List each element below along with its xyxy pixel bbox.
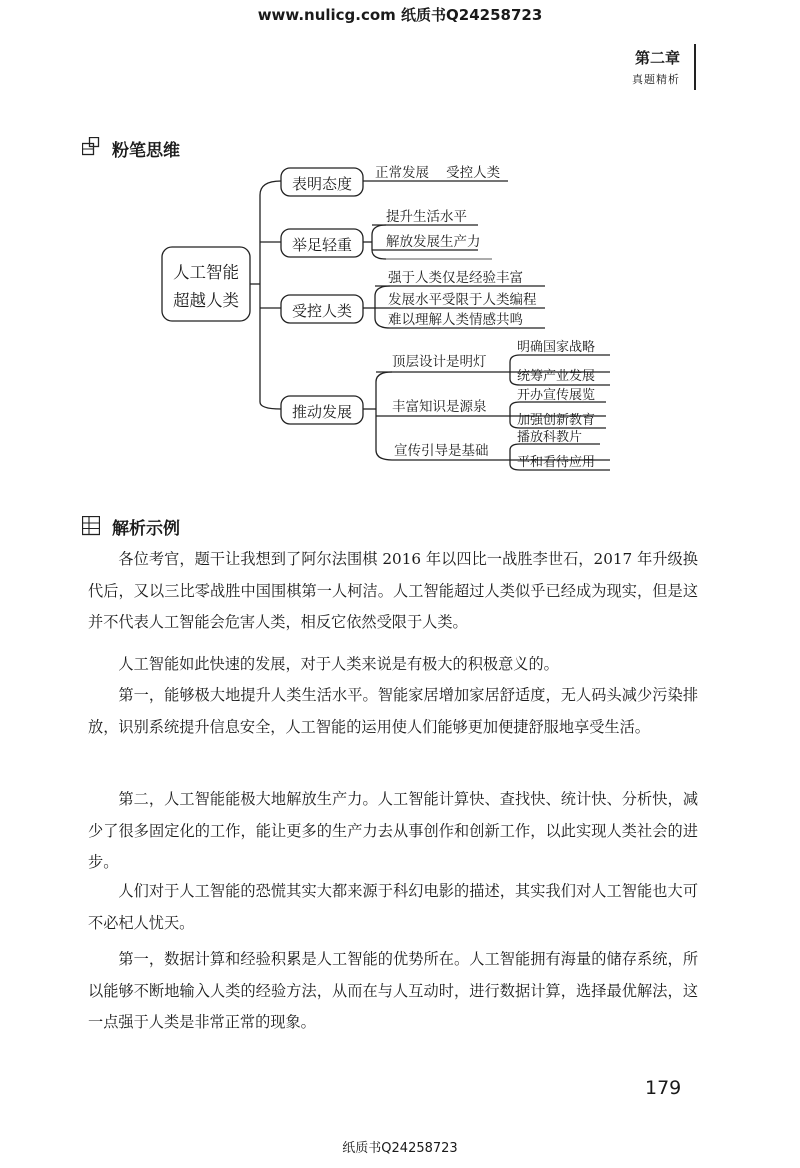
- paragraph-3: 第一，能够极大地提升人类生活水平。智能家居增加家居舒适度，无人码头减少污染排放，识别系统提升信息安全，人工智能的运用使人们能够更加便捷舒服地享受生活。: [88, 686, 698, 736]
- sub-branch-label: 丰富知识是源泉: [392, 399, 487, 415]
- leaf-text: 解放发展生产力: [386, 234, 481, 250]
- paragraph-2: 人工智能如此快速的发展，对于人类来说是有极大的积极意义的。: [118, 655, 559, 673]
- sub-branch-label: 顶层设计是明灯: [392, 354, 487, 370]
- leaf-text: 平和看待应用: [517, 455, 596, 470]
- analysis-heading: 解析示例: [112, 519, 180, 539]
- top-watermark: www.nulicg.com 纸质书Q24258723: [257, 6, 543, 24]
- branch-label-importance: 举足轻重: [291, 236, 353, 254]
- sub-branch-label: 宣传引导是基础: [394, 443, 489, 459]
- leaf-text: 强于人类仅是经验丰富: [388, 270, 523, 286]
- chapter-subtitle: 真题精析: [632, 73, 680, 86]
- branch-label-promote: 推动发展: [291, 403, 353, 421]
- leaf-text: 正常发展 受控人类: [375, 165, 501, 181]
- paragraph-1: 各位考官，题干让我想到了阿尔法围棋 2016 年以四比一战胜李世石，2017 年升级换代后，又以三比零战胜中国围棋第一人柯洁。人工智能超过人类似乎已经成为现实，但是这并不代表人工智能会危害人类，相反它依然受限于人类。: [88, 550, 698, 631]
- root-label-line-1: 人工智能: [173, 263, 239, 282]
- leaf-text: 播放科教片: [517, 430, 583, 445]
- paragraph-4: 第二，人工智能能极大地解放生产力。人工智能计算快、查找快、统计快、分析快，减少了很多固定化的工作，能让更多的生产力去从事创作和创新工作，以此实现人类社会的进步。: [88, 790, 698, 871]
- page-number: 179: [645, 1077, 682, 1099]
- branch-label-attitude: 表明态度: [291, 175, 353, 193]
- leaf-text: 发展水平受限于人类编程: [388, 292, 537, 308]
- section-icon: [82, 516, 100, 536]
- leaf-text: 开办宣传展览: [517, 388, 596, 403]
- root-label-line-2: 超越人类: [173, 291, 239, 310]
- bottom-watermark: 纸质书Q24258723: [342, 1141, 458, 1156]
- leaf-text: 统筹产业发展: [517, 369, 596, 384]
- chapter-divider: [694, 44, 696, 90]
- leaf-text: 明确国家战略: [517, 340, 596, 355]
- mindmap-heading: 粉笔思维: [112, 141, 180, 161]
- leaf-text: 提升生活水平: [386, 209, 467, 225]
- paragraph-6: 第一，数据计算和经验积累是人工智能的优势所在。人工智能拥有海量的储存系统，所以能够不断地输入人类的经验方法，从而在与人互动时，进行数据计算，选择最优解法，这一点强于人类是非常正常的现象。: [88, 950, 698, 1031]
- branch-label-controlled: 受控人类: [291, 302, 353, 320]
- paragraph-5: 人们对于人工智能的恐慌其实大都来源于科幻电影的描述，其实我们对人工智能也大可不必杞人忧天。: [88, 882, 698, 932]
- leaf-text: 难以理解人类情感共鸣: [388, 312, 523, 328]
- leaf-text: 加强创新教育: [517, 413, 596, 428]
- mind-map: [0, 150, 800, 480]
- chapter-title: 第二章: [634, 49, 680, 67]
